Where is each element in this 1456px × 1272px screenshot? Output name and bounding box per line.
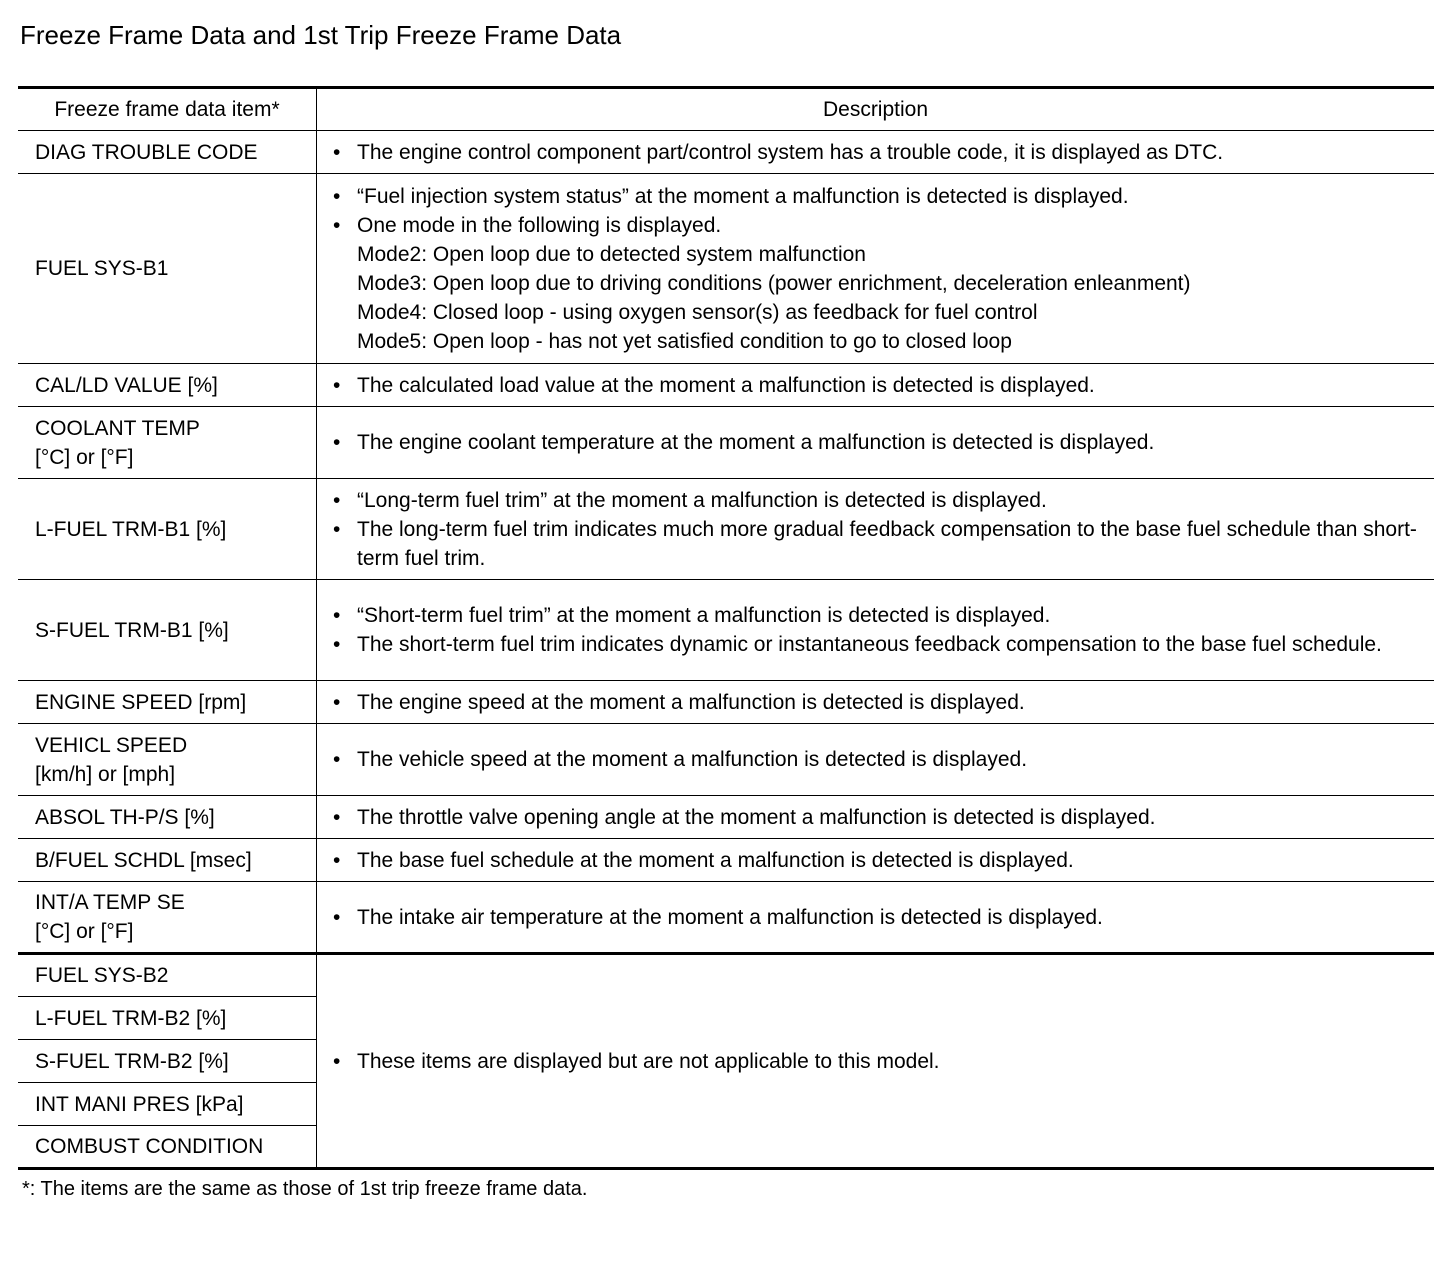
item-cell: [18, 839, 317, 882]
description-cell: [317, 839, 1435, 882]
item-name: S-FUEL TRM-B2 [%]: [35, 1049, 229, 1073]
description-bullet: [333, 371, 1426, 400]
item-name: FUEL SYS-B1: [35, 257, 169, 280]
footnote: *: The items are the same as those of 1st trip freeze frame data.: [22, 1178, 588, 1200]
bullet-text: The intake air temperature at the moment a malfunction is detected is displayed.: [357, 905, 1103, 929]
item-name: COMBUST CONDITION: [35, 1135, 264, 1158]
table-row: [18, 479, 1434, 580]
item-cell: [18, 407, 317, 479]
bullet-text: These items are displayed but are not applicable to this model.: [357, 1049, 940, 1073]
bullet-mark: •: [333, 633, 341, 656]
item-name: S-FUEL TRM-B1 [%]: [35, 618, 229, 642]
item-cell: [18, 681, 317, 724]
table-row: [18, 954, 1434, 997]
description-bullet: [333, 630, 1426, 659]
table-row: [18, 131, 1434, 174]
table-row: [18, 681, 1434, 724]
description-bullet: [333, 1047, 1426, 1076]
item-name: ENGINE SPEED [rpm]: [35, 690, 247, 714]
description-bullet: [333, 211, 1426, 240]
description-cell: [317, 131, 1435, 174]
bullet-mark: •: [333, 604, 341, 627]
bullet-text: The vehicle speed at the moment a malfunction is detected is displayed.: [357, 748, 1028, 771]
bullet-text: The engine coolant temperature at the moment a malfunction is detected is displayed.: [357, 431, 1155, 454]
item-cell: [18, 724, 317, 796]
bullet-mark: •: [333, 213, 341, 237]
bullet-text: The long-term fuel trim indicates much more gradual feedback compensation to the base fuel schedule than short-term fuel trim.: [357, 517, 1417, 570]
item-name: CAL/LD VALUE [%]: [35, 373, 218, 397]
mode-line: Mode5: Open loop - has not yet satisfied condition to go to closed loop: [357, 329, 1012, 353]
bullet-mark: •: [333, 690, 341, 714]
table-row: [18, 580, 1434, 681]
description-cell: [317, 796, 1435, 839]
bullet-mark: •: [333, 748, 341, 771]
description-bullet: [333, 515, 1426, 573]
bullet-text: One mode in the following is displayed.: [357, 213, 722, 237]
bullet-mark: •: [333, 373, 341, 397]
item-name: INT/A TEMP SE: [35, 891, 185, 914]
bullet-mark: •: [333, 905, 341, 929]
description-bullet: [333, 601, 1426, 630]
table-row: [18, 796, 1434, 839]
bullet-text: The calculated load value at the moment a malfunction is detected is displayed.: [357, 373, 1095, 397]
item-cell: [18, 174, 317, 364]
bullet-mark: •: [333, 140, 341, 164]
bullet-text: The throttle valve opening angle at the moment a malfunction is detected is displayed.: [357, 805, 1156, 829]
item-name: INT MANI PRES [kPa]: [35, 1092, 244, 1116]
mode-line: Mode4: Closed loop - using oxygen sensor(s) as feedback for fuel control: [357, 300, 1038, 324]
bullet-text: The short-term fuel trim indicates dynamic or instantaneous feedback compensation to the base fuel schedule.: [357, 633, 1382, 656]
table-row: [18, 882, 1434, 954]
item-cell: [18, 1040, 317, 1083]
item-name: B/FUEL SCHDL [msec]: [35, 848, 252, 872]
table-row: [18, 724, 1434, 796]
description-bullet: [333, 745, 1426, 774]
item-name: [km/h] or [mph]: [35, 762, 176, 786]
item-name: COOLANT TEMP: [35, 416, 200, 440]
description-cell: [317, 407, 1435, 479]
bullet-mark: •: [333, 805, 341, 829]
item-name: VEHICL SPEED: [35, 733, 188, 757]
description-cell: [317, 580, 1435, 681]
item-cell: [18, 1126, 317, 1169]
column-header-description: Description: [317, 88, 1435, 131]
page-title: Freeze Frame Data and 1st Trip Freeze Frame Data: [20, 20, 622, 50]
bullet-mark: •: [333, 1049, 341, 1073]
mode-line: Mode3: Open loop due to driving conditions (power enrichment, deceleration enleanment): [357, 271, 1191, 295]
item-name: ABSOL TH-P/S [%]: [35, 805, 215, 829]
bullet-text: The engine speed at the moment a malfunction is detected is displayed.: [357, 690, 1025, 714]
description-cell: [317, 174, 1435, 364]
table-body: [18, 131, 1434, 1169]
item-name: L-FUEL TRM-B2 [%]: [35, 1006, 227, 1030]
item-name: L-FUEL TRM-B1 [%]: [35, 517, 227, 541]
column-header-item: Freeze frame data item*: [18, 88, 317, 131]
item-cell: [18, 997, 317, 1040]
description-bullet: [333, 138, 1426, 167]
table-row: [18, 174, 1434, 364]
bullet-text: “Long-term fuel trim” at the moment a malfunction is detected is displayed.: [357, 488, 1047, 512]
item-name: [°C] or [°F]: [35, 445, 134, 469]
bullet-mark: •: [333, 488, 341, 512]
bullet-text: The base fuel schedule at the moment a malfunction is detected is displayed.: [357, 848, 1074, 872]
description-cell: [317, 882, 1435, 954]
description-bullet: [333, 182, 1426, 211]
table-row: [18, 407, 1434, 479]
bullet-text: The engine control component part/control system has a trouble code, it is displayed as DTC.: [357, 140, 1224, 164]
description-bullet: [333, 903, 1426, 932]
freeze-frame-table: [18, 86, 1434, 1170]
description-cell: [317, 954, 1435, 1169]
item-name: [°C] or [°F]: [35, 920, 134, 943]
description-cell: [317, 724, 1435, 796]
bullet-text: “Fuel injection system status” at the moment a malfunction is detected is displayed.: [357, 184, 1129, 208]
description-bullet: [333, 846, 1426, 875]
description-bullet: [333, 688, 1426, 717]
item-name: FUEL SYS-B2: [35, 964, 169, 987]
description-bullet: [333, 486, 1426, 515]
bullet-mark: •: [333, 431, 341, 454]
description-bullet: [333, 803, 1426, 832]
item-cell: [18, 364, 317, 407]
item-cell: [18, 796, 317, 839]
table-header-row: [18, 88, 1434, 131]
bullet-mark: •: [333, 848, 341, 872]
mode-line: Mode2: Open loop due to detected system malfunction: [357, 242, 866, 266]
item-name: DIAG TROUBLE CODE: [35, 140, 258, 164]
description-cell: [317, 479, 1435, 580]
item-cell: [18, 580, 317, 681]
item-cell: [18, 479, 317, 580]
bullet-text: “Short-term fuel trim” at the moment a malfunction is detected is displayed.: [357, 604, 1051, 627]
description-cell: [317, 364, 1435, 407]
item-cell: [18, 954, 317, 997]
table-row: [18, 364, 1434, 407]
table-row: [18, 839, 1434, 882]
description-bullet: [333, 428, 1426, 457]
item-cell: [18, 882, 317, 954]
item-cell: [18, 1083, 317, 1126]
bullet-mark: •: [333, 184, 341, 208]
description-cell: [317, 681, 1435, 724]
bullet-mark: •: [333, 517, 341, 541]
item-cell: [18, 131, 317, 174]
